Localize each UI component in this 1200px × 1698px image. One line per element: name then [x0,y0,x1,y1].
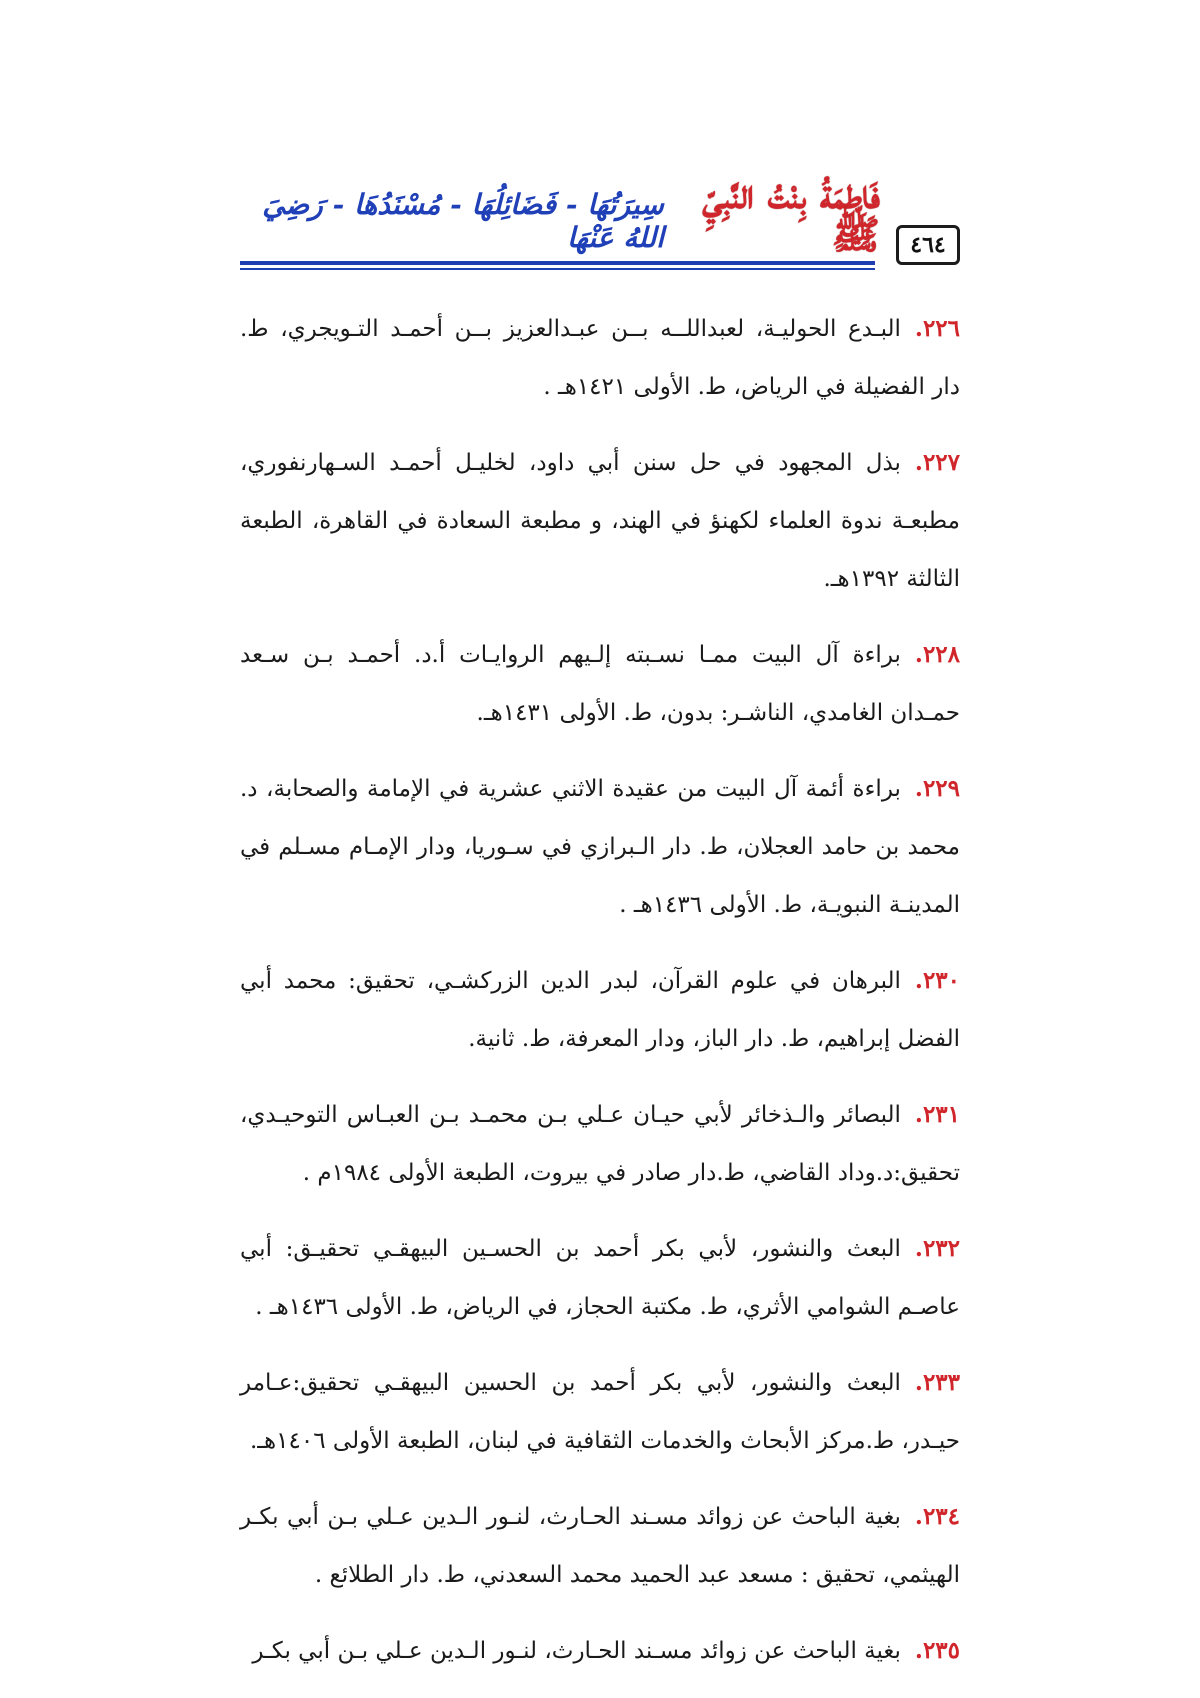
bibliography-entry [240,1488,960,1604]
entry-number: ٢٢٦. [914,315,960,342]
book-title [240,171,880,258]
entry-text: البرهان في علوم القرآن، لبدر الدين الزركشـي، تحقيق: محمد أبي الفضل إبراهيم، ط. دار الباز، ودار المعرفة، ط. ثانية. [240,968,960,1052]
bibliography-entry [240,1086,960,1202]
entry-number: ٢٢٧. [914,449,960,476]
entry-text: البـدع الحوليـة، لعبداللــه بــن عبـدالعزيز بــن أحمـد التـويجري، ط. دار الفضيلة في الرياض، ط. الأولى ١٤٢١هـ . [240,316,960,400]
entry-number: ٢٣٥. [914,1637,960,1664]
entry-number: ٢٣١. [914,1101,960,1128]
entry-number: ٢٣٢. [914,1235,960,1262]
entry-number: ٢٣٤. [914,1503,960,1530]
entry-text: بغية الباحث عن زوائد مسـند الحـارث، لنـور الـدين عـلي بـن أبي بكـر الهيثمي، تحقيق : مسعد عبد الحميد محمد السعدني، ط. دار الطلائع . [240,1504,960,1588]
bibliography-entry [240,1622,960,1680]
entry-number: ٢٢٨. [914,641,960,668]
bibliography-list [240,300,960,1698]
book-title-subtitle: سِيرَتُهَا - فَضَائِلُهَا - مُسْنَدُهَا - رَضِيَ اللهُ عَنْهَا [262,187,664,255]
bibliography-entry [240,1354,960,1470]
entry-number: ٢٣٠. [914,967,960,994]
bibliography-entry [240,952,960,1068]
bibliography-entry [240,760,960,934]
entry-number: ٢٣٣. [914,1369,960,1396]
header-rule-thin [240,268,875,270]
entry-text: براءة آل البيت ممـا نسـبته إلـيهم الروايـات أ.د. أحمـد بـن سـعد حمـدان الغامدي، الناشـر: بدون، ط. الأولى ١٤٣١هـ. [240,642,960,726]
entry-text: بغية الباحث عن زوائد مسـند الحـارث، لنـور الـدين عـلي بـن أبي بكـر [252,1638,901,1664]
entry-text: براءة أئمة آل البيت من عقيدة الاثني عشرية في الإمامة والصحابة، د. محمد بن حامد العجلان، ط. دار الـبرازي في سـوريا، ودار الإمـام مسـلم في المدينـة النبويـة، ط. الأولى ١٤٣٦هـ . [240,776,960,918]
header-rule [240,261,875,265]
bibliography-entry [240,434,960,608]
bibliography-entry [240,1220,960,1336]
entry-text: البصائر والـذخائر لأبي حيـان عـلي بـن محمـد بـن العبـاس التوحيـدي، تحقيق:د.وداد القاضي، ط.دار صادر في بيروت، الطبعة الأولى ١٩٨٤م . [240,1102,960,1186]
entry-number: ٢٢٩. [914,775,960,802]
book-title-main: فَاطِمَةُ بِنْتُ النَّبِيِّ ﷺ [702,171,880,258]
entry-text: البعث والنشور، لأبي بكر أحمد بن الحسـين البيهقـي تحقيـق: أبي عاصـم الشوامي الأثري، ط. مكتبة الحجاز، في الرياض، ط. الأولى ١٤٣٦هـ . [240,1236,960,1320]
page-header [240,171,960,275]
entry-text: البعث والنشور، لأبي بكر أحمد بن الحسين البيهقـي تحقيق:عـامر حيـدر، ط.مركز الأبحاث والخدمات الثقافية في لبنان، الطبعة الأولى ١٤٠٦هـ. [240,1370,960,1454]
bibliography-entry [240,300,960,416]
bibliography-entry [240,626,960,742]
entry-text: بذل المجهود في حل سنن أبي داود، لخليـل أحمـد السـهارنفوري، مطبعـة ندوة العلماء لكهنؤ في الهند، و مطبعة السعادة في القاهرة، الطبعة الثالثة ١٣٩٢هـ. [240,450,960,592]
page-number: ٤٦٤ [896,225,960,265]
